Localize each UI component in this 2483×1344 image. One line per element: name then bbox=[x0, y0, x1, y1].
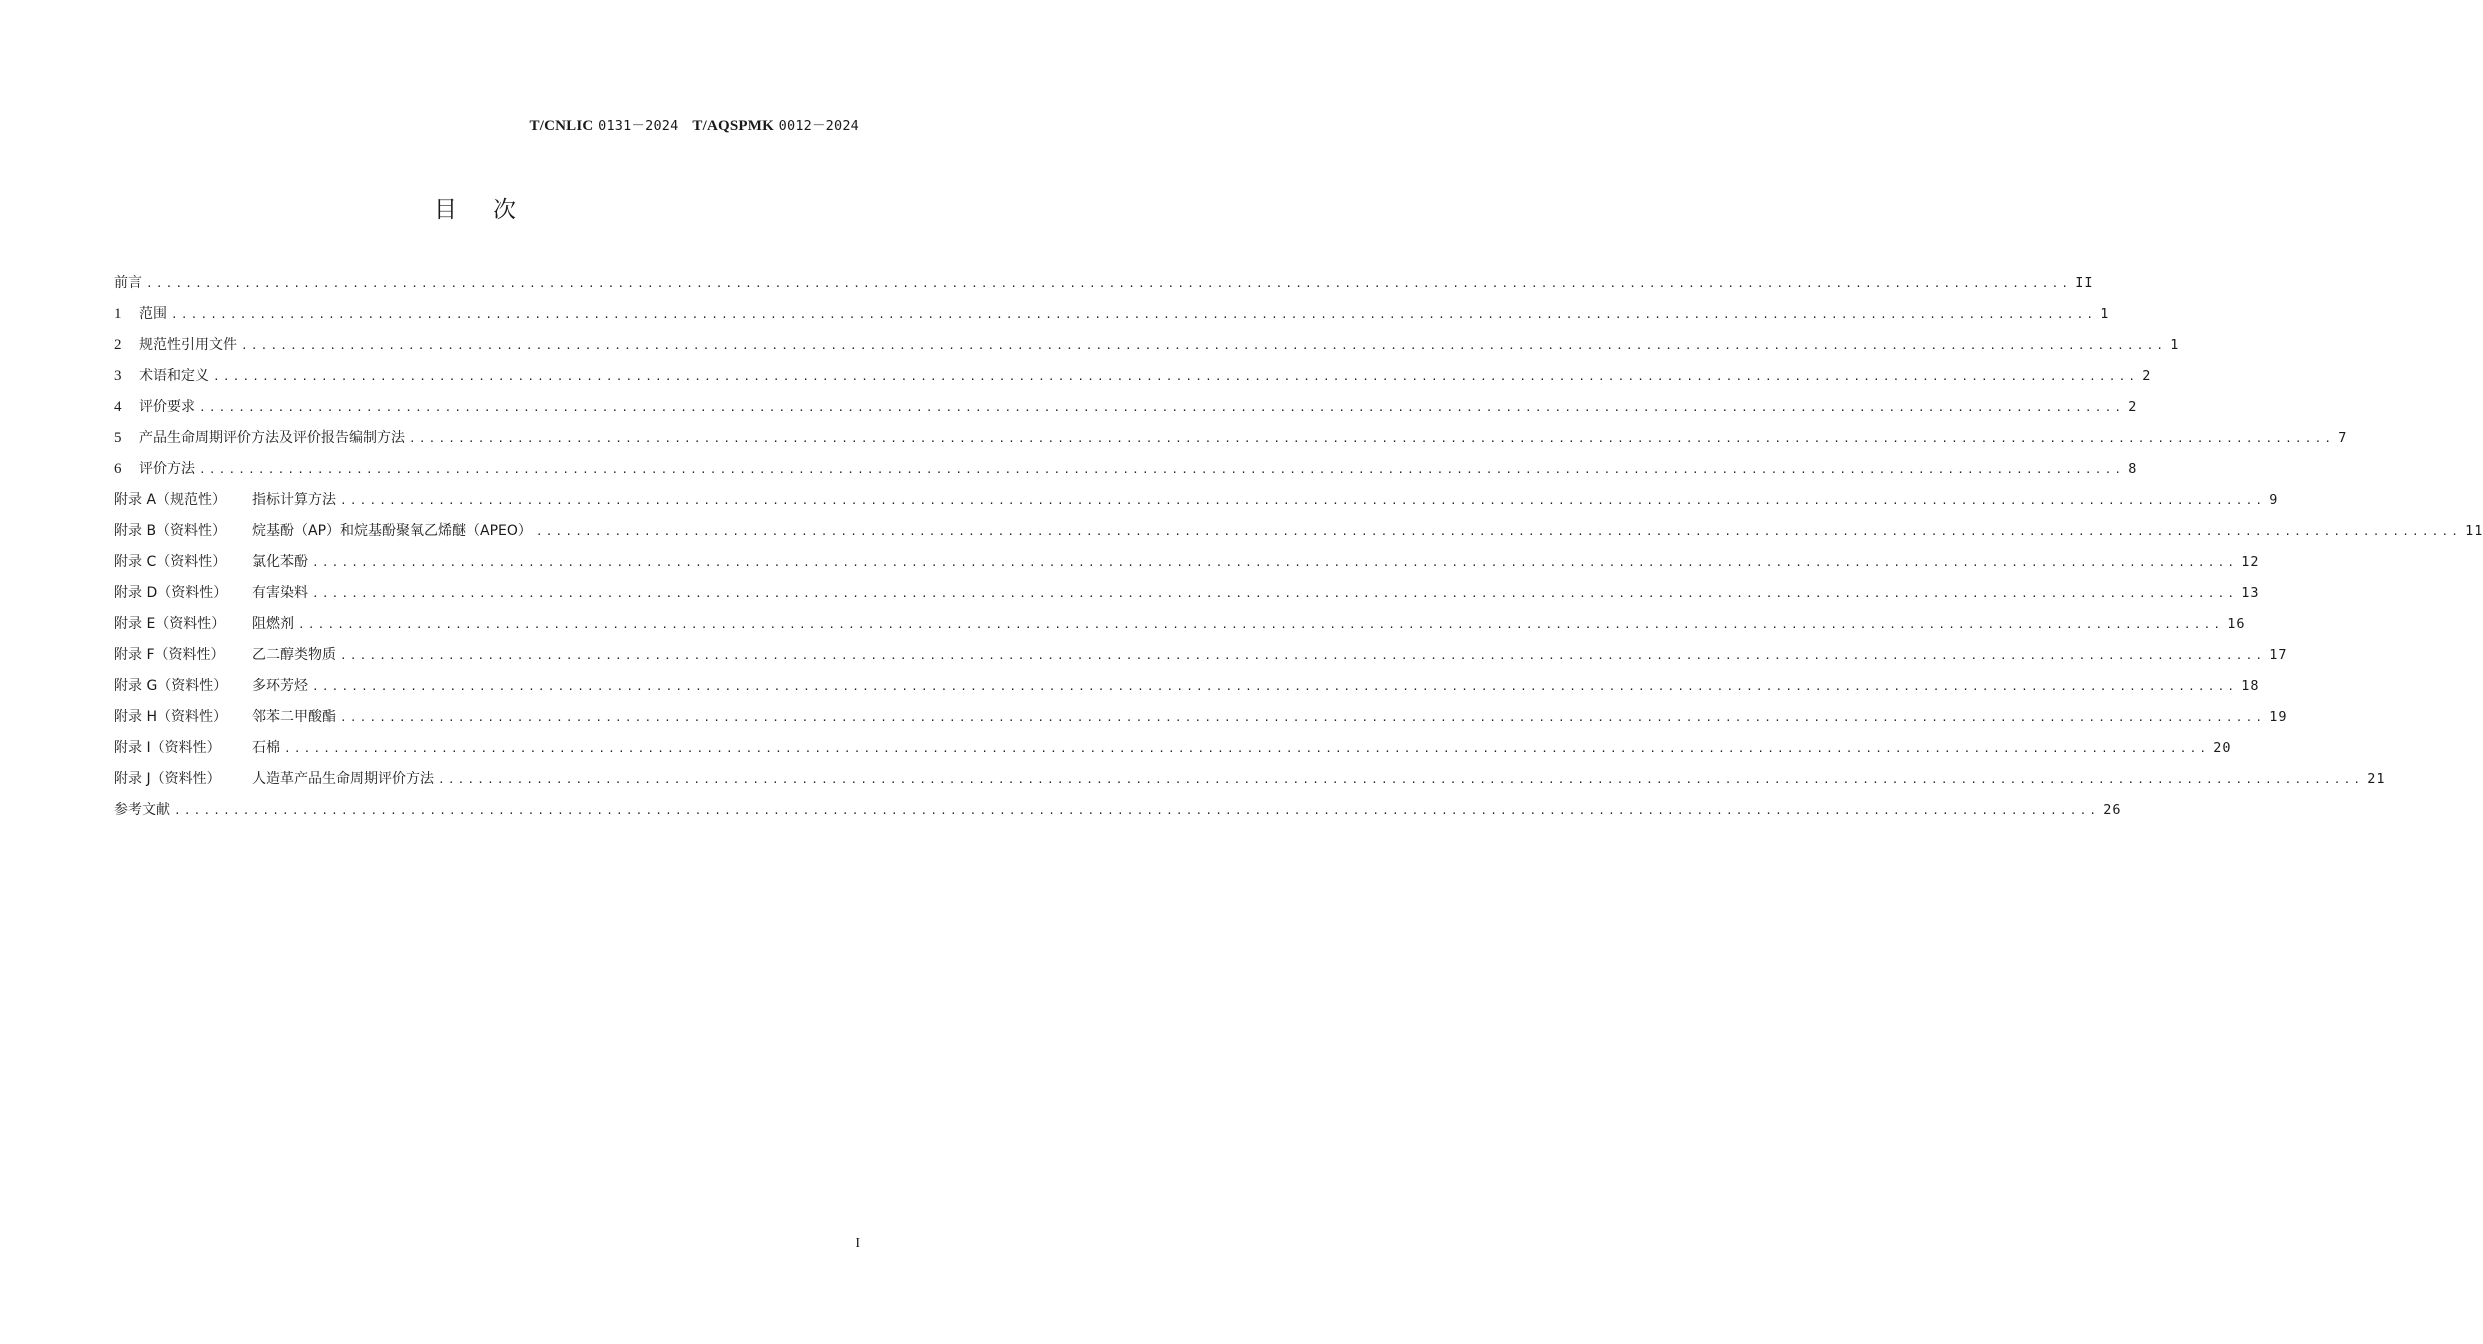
toc-entry[interactable] bbox=[114, 702, 2288, 733]
toc-entry-title: 石棉 bbox=[252, 740, 280, 756]
toc-annex-label: 附录 A（规范性） bbox=[114, 492, 227, 508]
toc-page-number: II bbox=[2075, 275, 2094, 291]
toc-annex-label: 附录 J（资料性） bbox=[114, 771, 221, 787]
toc-dot-leader: .................................................................................................................................................................................................... bbox=[199, 463, 2125, 476]
toc-dot-leader: .................................................................................................................................................................................................... bbox=[312, 680, 2238, 693]
toc-page-number: 2 bbox=[2142, 368, 2152, 384]
toc-entry-title: 范围 bbox=[139, 306, 167, 322]
toc-entry-title: 阻燃剂 bbox=[252, 616, 294, 632]
toc-dot-leader: .................................................................................................................................................................................................... bbox=[535, 525, 2462, 538]
toc-page-number: 9 bbox=[2269, 492, 2279, 508]
toc-entry-label bbox=[114, 609, 294, 640]
toc-page-number: 13 bbox=[2241, 585, 2260, 601]
toc-dot-leader: .................................................................................................................................................................................................... bbox=[340, 494, 2266, 507]
toc-dot-leader: .................................................................................................................................................................................................... bbox=[340, 711, 2266, 724]
toc-entry-label bbox=[114, 485, 336, 516]
toc-entry-label bbox=[114, 454, 195, 485]
toc-entry-title: 规范性引用文件 bbox=[139, 337, 237, 353]
toc-entry-title: 人造革产品生命周期评价方法 bbox=[252, 771, 434, 787]
toc-entry-title: 乙二醇类物质 bbox=[252, 647, 336, 663]
toc-entry-title: 烷基酚（AP）和烷基酚聚氧乙烯醚（APEO） bbox=[252, 523, 532, 539]
toc-entry-label bbox=[114, 268, 142, 299]
toc-entry[interactable] bbox=[114, 795, 2122, 826]
toc-dot-leader: .................................................................................................................................................................................................... bbox=[213, 370, 2139, 383]
toc-dot-leader: .................................................................................................................................................................................................... bbox=[312, 556, 2238, 569]
toc-entry-label bbox=[114, 299, 167, 330]
toc-page-number: 2 bbox=[2128, 399, 2138, 415]
toc-entry-label bbox=[114, 423, 405, 454]
toc-entry[interactable] bbox=[114, 609, 2246, 640]
toc-section-number: 6 bbox=[114, 461, 122, 477]
toc-entry[interactable] bbox=[114, 299, 2110, 330]
toc-entry[interactable] bbox=[114, 516, 2483, 547]
toc-dot-leader: .................................................................................................................................................................................................... bbox=[171, 308, 2097, 321]
toc-section-number: 1 bbox=[114, 306, 122, 322]
toc-entry-title: 评价方法 bbox=[139, 461, 195, 477]
toc-page-number: 19 bbox=[2269, 709, 2288, 725]
toc-entry-label bbox=[114, 640, 336, 671]
toc-page-number: 12 bbox=[2241, 554, 2260, 570]
toc-annex-label: 附录 E（资料性） bbox=[114, 616, 226, 632]
toc-entry[interactable] bbox=[114, 671, 2260, 702]
toc-entry-title: 有害染料 bbox=[252, 585, 308, 601]
toc-entry[interactable] bbox=[114, 764, 2386, 795]
toc-entry-title: 多环芳烃 bbox=[252, 678, 308, 694]
toc-dot-leader: .................................................................................................................................................................................................... bbox=[284, 742, 2210, 755]
toc-annex-label: 附录 D（资料性） bbox=[114, 585, 228, 601]
toc-page-number: 11 bbox=[2465, 523, 2483, 539]
toc-entry-label bbox=[114, 764, 434, 795]
standard-num-1: 0131－2024 bbox=[598, 118, 679, 134]
toc-entry-label bbox=[114, 795, 170, 826]
toc-entry[interactable] bbox=[114, 578, 2260, 609]
toc-page-number: 18 bbox=[2241, 678, 2260, 694]
standard-code-1: T/CNLIC bbox=[529, 118, 594, 134]
toc-page-number: 7 bbox=[2338, 430, 2348, 446]
toc-entry[interactable] bbox=[114, 640, 2288, 671]
toc-entry-label bbox=[114, 671, 308, 702]
toc-annex-label: 附录 C（资料性） bbox=[114, 554, 227, 570]
toc-entry-title: 术语和定义 bbox=[139, 368, 209, 384]
toc-annex-label: 附录 B（资料性） bbox=[114, 523, 227, 539]
toc-entry-label bbox=[114, 733, 280, 764]
toc-section-number: 4 bbox=[114, 399, 122, 415]
toc-dot-leader: .................................................................................................................................................................................................... bbox=[146, 277, 2072, 290]
toc-page-number: 1 bbox=[2100, 306, 2110, 322]
standard-code-2: T/AQSPMK bbox=[692, 118, 775, 134]
toc-section-number: 5 bbox=[114, 430, 122, 446]
toc-entry-label bbox=[114, 547, 308, 578]
toc-dot-leader: .................................................................................................................................................................................................... bbox=[340, 649, 2266, 662]
toc-annex-label: 附录 F（资料性） bbox=[114, 647, 225, 663]
toc-entry-title: 产品生命周期评价方法及评价报告编制方法 bbox=[139, 430, 405, 446]
toc-entry[interactable] bbox=[114, 330, 2180, 361]
toc-dot-leader: .................................................................................................................................................................................................... bbox=[241, 339, 2167, 352]
page-number: I bbox=[855, 1236, 860, 1251]
toc-section-number: 2 bbox=[114, 337, 122, 353]
toc-entry-title: 氯化苯酚 bbox=[252, 554, 308, 570]
standard-num-2: 0012－2024 bbox=[778, 118, 859, 134]
toc-page-number: 8 bbox=[2128, 461, 2138, 477]
toc-entry[interactable] bbox=[114, 733, 2232, 764]
toc-dot-leader: .................................................................................................................................................................................................... bbox=[298, 618, 2224, 631]
toc-entry-title: 参考文献 bbox=[114, 802, 170, 818]
toc-entry-title: 前言 bbox=[114, 275, 142, 291]
toc-entry[interactable] bbox=[114, 392, 2138, 423]
toc-page-number: 16 bbox=[2227, 616, 2246, 632]
toc-entry-title: 指标计算方法 bbox=[252, 492, 336, 508]
toc-dot-leader: .................................................................................................................................................................................................... bbox=[312, 587, 2238, 600]
toc-entry-label bbox=[114, 392, 195, 423]
toc-entry-label bbox=[114, 330, 237, 361]
toc-entry[interactable] bbox=[114, 454, 2138, 485]
toc-dot-leader: .................................................................................................................................................................................................... bbox=[409, 432, 2335, 445]
page-title: 目次 bbox=[434, 197, 552, 224]
toc-page-number: 20 bbox=[2213, 740, 2232, 756]
toc-annex-label: 附录 I（资料性） bbox=[114, 740, 221, 756]
toc-entry-title: 评价要求 bbox=[139, 399, 195, 415]
toc-page-number: 26 bbox=[2103, 802, 2122, 818]
toc-page-number: 21 bbox=[2367, 771, 2386, 787]
toc-entry[interactable] bbox=[114, 485, 2279, 516]
toc-entry-label bbox=[114, 516, 532, 547]
toc-entry-title: 邻苯二甲酸酯 bbox=[252, 709, 336, 725]
toc-entry-label bbox=[114, 578, 308, 609]
toc-section-number: 3 bbox=[114, 368, 122, 384]
table-of-contents bbox=[114, 268, 2483, 826]
toc-entry[interactable] bbox=[114, 361, 2152, 392]
toc-annex-label: 附录 H（资料性） bbox=[114, 709, 227, 725]
toc-annex-label: 附录 G（资料性） bbox=[114, 678, 228, 694]
toc-dot-leader: .................................................................................................................................................................................................... bbox=[199, 401, 2125, 414]
toc-dot-leader: .................................................................................................................................................................................................... bbox=[438, 773, 2364, 786]
toc-entry-label bbox=[114, 702, 336, 733]
toc-page-number: 17 bbox=[2269, 647, 2288, 663]
toc-entry-label bbox=[114, 361, 209, 392]
toc-dot-leader: .................................................................................................................................................................................................... bbox=[174, 804, 2100, 817]
toc-entry[interactable] bbox=[114, 423, 2348, 454]
toc-entry[interactable] bbox=[114, 268, 2094, 299]
toc-entry[interactable] bbox=[114, 547, 2260, 578]
toc-page-number: 1 bbox=[2170, 337, 2180, 353]
standard-number bbox=[530, 114, 859, 135]
